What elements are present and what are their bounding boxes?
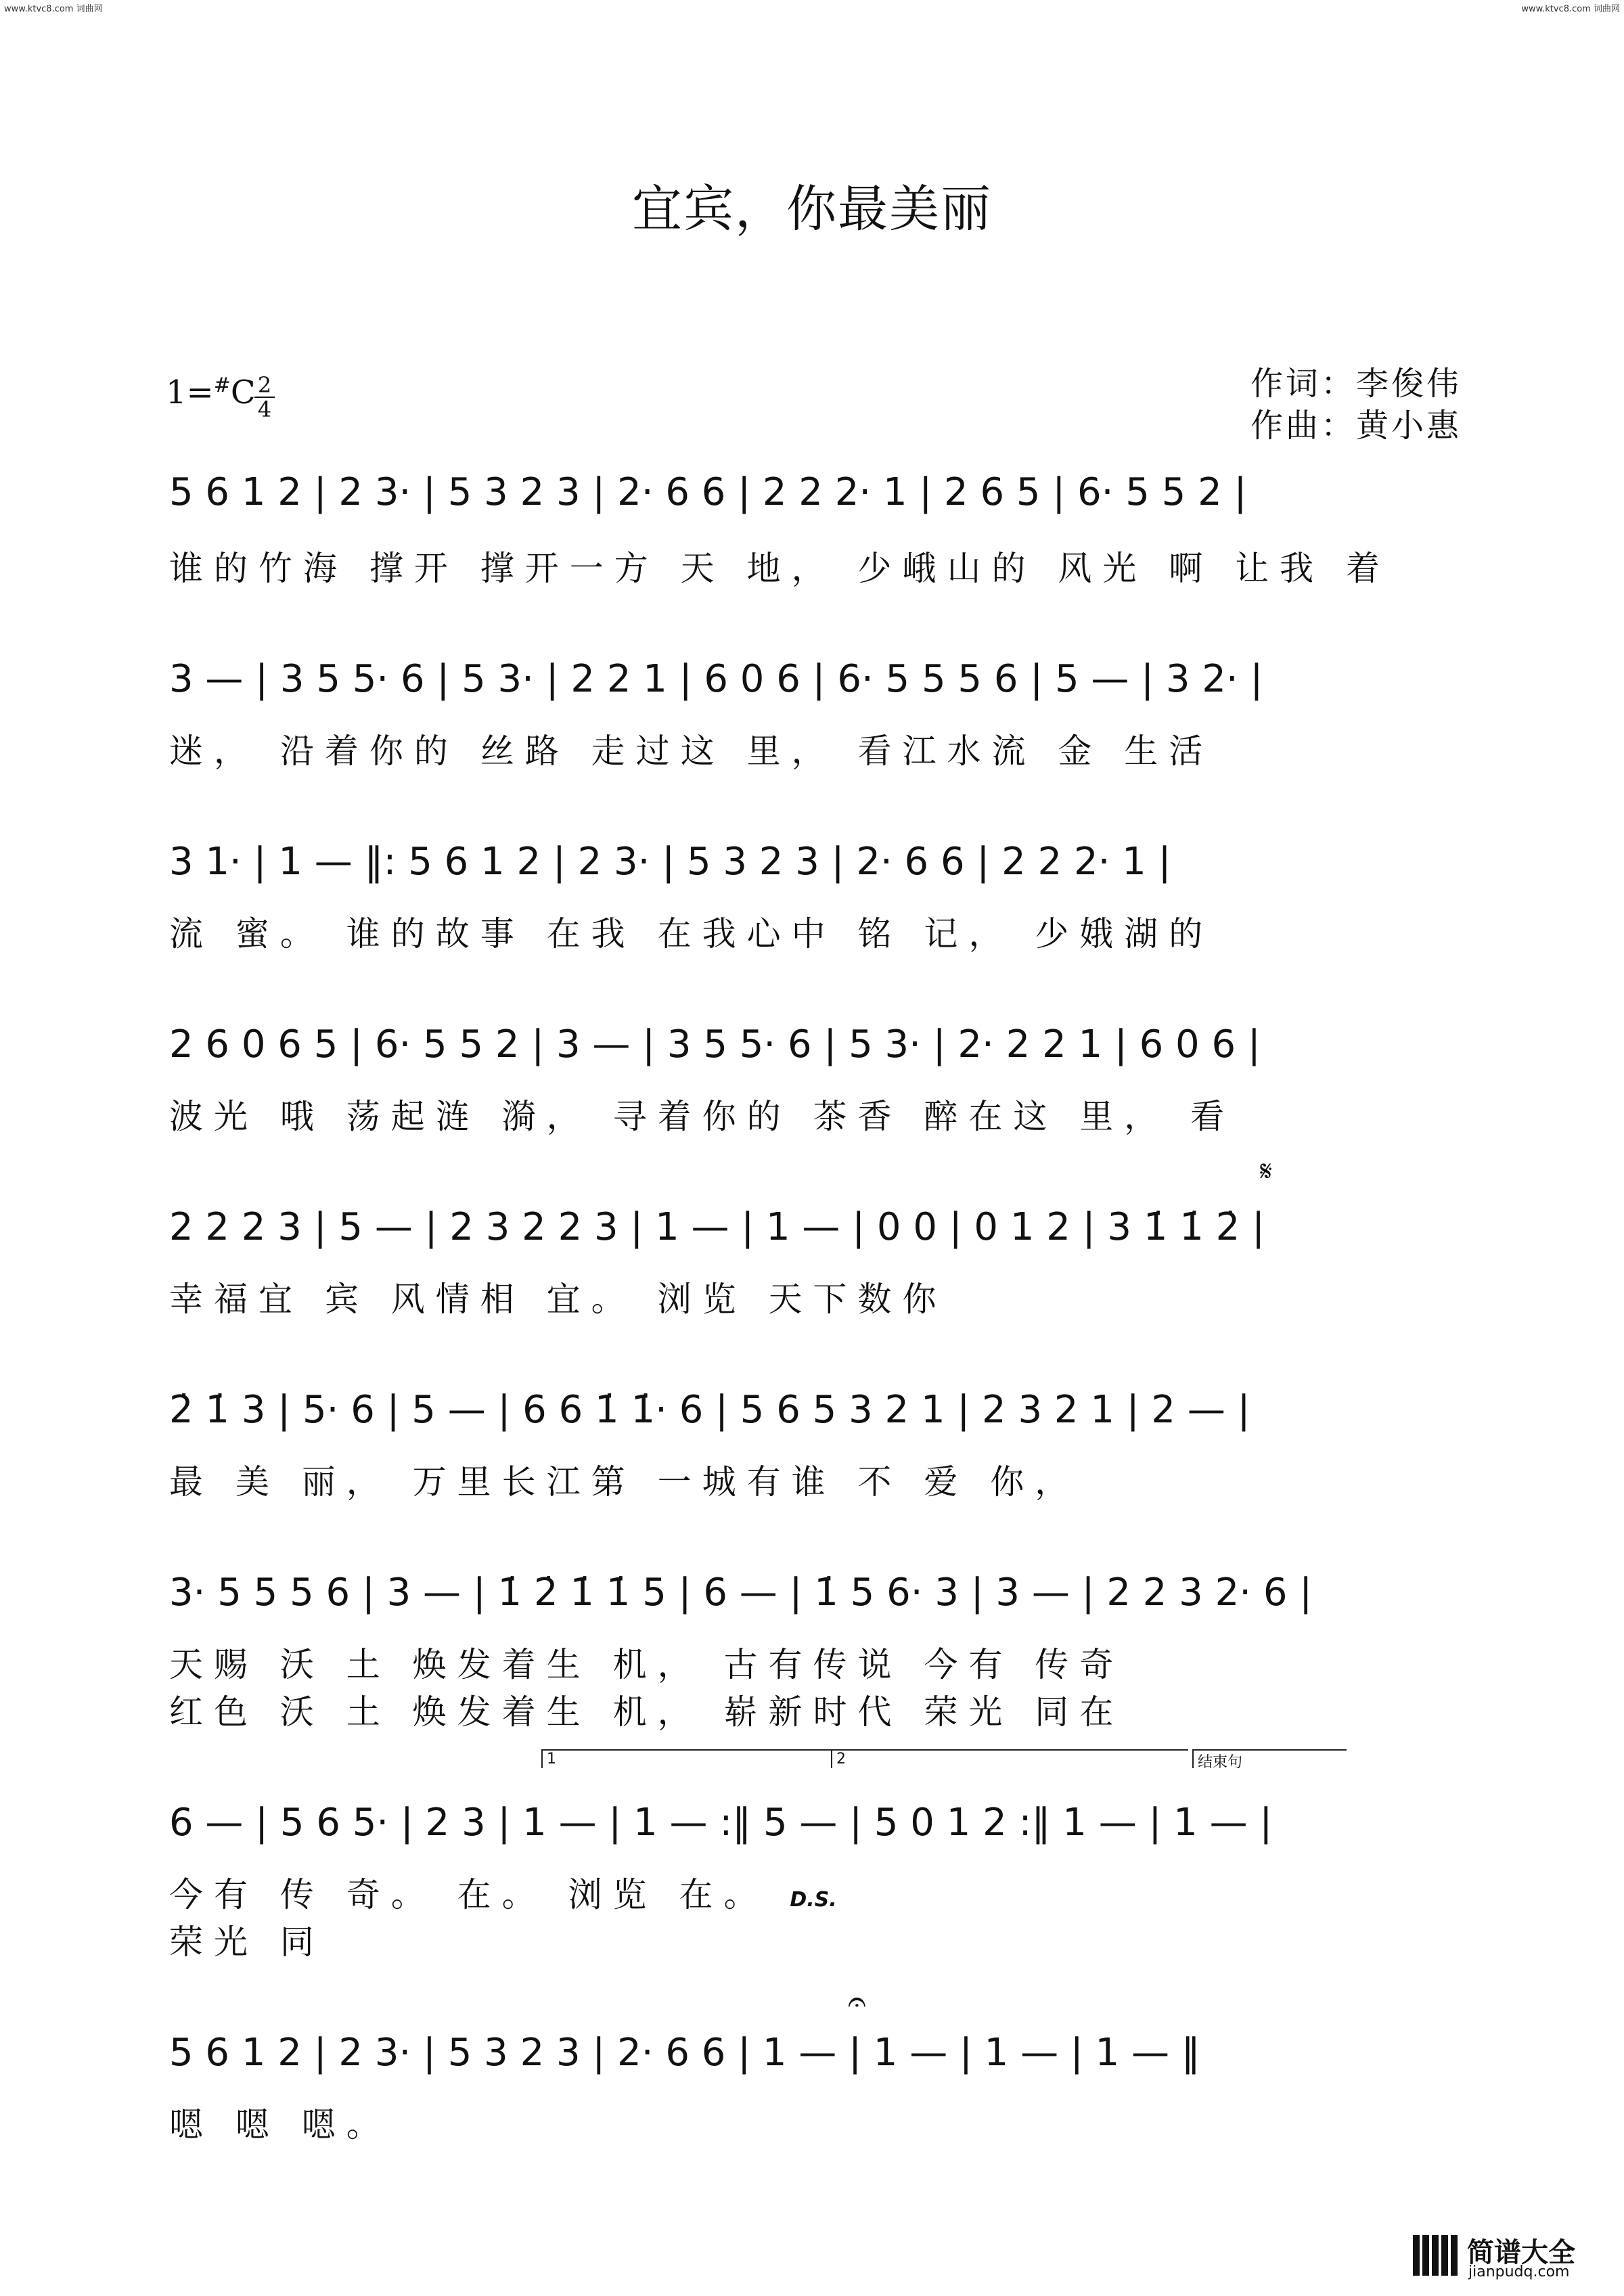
key-sharp: # bbox=[213, 374, 231, 397]
logo-brand: 简谱大全 bbox=[1467, 2237, 1575, 2268]
lyric-line-6: 最 美 丽， 万里长江第 一城有谁 不 爱 你， bbox=[169, 1462, 1080, 1502]
coda-label: 结束句 bbox=[1192, 1749, 1347, 1768]
notation-row-7: 3· 5 5 5 6 | 3 — | 1̇ 2̇ 1̇ 1̇ 5 | 6 — | 1̇ 5 6· 3 | 3 — | 2 2 3 2· 6 | bbox=[169, 1571, 1313, 1615]
logo-url: jianpudq.com bbox=[1468, 2264, 1570, 2280]
segno-sign: 𝄋 bbox=[1260, 1154, 1273, 1188]
piano-keys-icon bbox=[1413, 2235, 1460, 2276]
key-note: C bbox=[230, 374, 256, 411]
lyric-line-3: 流 蜜。 谁的故事 在我 在我心中 铭 记， 少娥湖的 bbox=[169, 914, 1214, 953]
lyric-line-8a bbox=[169, 1868, 1471, 1916]
time-bottom: 4 bbox=[257, 397, 272, 422]
lyricist-credit: 作词：李俊伟 bbox=[1250, 365, 1462, 403]
lyric-line-8b: 荣光 同 bbox=[169, 1922, 325, 1962]
lyric-line-7b: 红色 沃 土 焕发着生 机， 崭新时代 荣光 同在 bbox=[169, 1692, 1125, 1732]
lyric-line-8a-text: 今有 传 奇。 在。 浏览 在。 bbox=[169, 1875, 769, 1914]
header-left: www.ktvc8.com 词曲网 bbox=[4, 4, 103, 14]
song-title: 宜宾，你最美丽 bbox=[632, 180, 992, 238]
lyric-line-1: 谁的竹海 撑开 撑开一方 天 地， 少峨山的 风光 啊 让我 着 bbox=[169, 549, 1391, 588]
notation-row-1: 5 6 1 2 | 2 3· | 5 3 2 3 | 2· 6 6 | 2 2 2· 1 | 2 6 5 | 6· 5 5 2 | bbox=[169, 470, 1247, 514]
time-signature bbox=[253, 374, 276, 421]
fermata-sign: 𝄐 bbox=[848, 1983, 866, 2021]
notation-row-5: 2 2 2 3 | 5 — | 2 3 2 2 3 | 1 — | 1 — | 0 0 | 0 1 2 | 3 1̇ 1̇ 2̇ | bbox=[169, 1205, 1265, 1249]
composer-credit: 作曲：黄小惠 bbox=[1250, 407, 1462, 445]
notation-row-3: 3 1· | 1 — ‖: 5 6 1 2 | 2 3· | 5 3 2 3 | 2· 6 6 | 2 2 2· 1 | bbox=[169, 840, 1171, 884]
lyric-line-5: 幸福宜 宾 风情相 宜。 浏览 天下数你 bbox=[169, 1280, 947, 1319]
key-prefix: 1= bbox=[166, 374, 214, 411]
notation-row-8: 6 — | 5 6 5· | 2 3 | 1 — | 1 — :‖ 5 — | 5 0 1 2 :‖ 1 — | 1 — | bbox=[169, 1801, 1273, 1845]
notation-row-6: 2̇ 1̇ 3 | 5· 6 | 5 — | 6 6 1̇ 1̇· 6 | 5 6 5 3 2 1 | 2 3 2 1 | 2 — | bbox=[169, 1388, 1250, 1432]
header-right: www.ktvc8.com 词曲网 bbox=[1521, 4, 1620, 14]
dal-segno-mark: D.S. bbox=[790, 1888, 837, 1912]
lyric-line-7a: 天赐 沃 土 焕发着生 机， 古有传说 今有 传奇 bbox=[169, 1645, 1125, 1684]
key-signature bbox=[166, 374, 256, 411]
volta-first: 1 bbox=[541, 1749, 831, 1768]
volta-second: 2 bbox=[831, 1749, 1188, 1768]
lyric-line-4: 波光 哦 荡起涟 漪， 寻着你的 茶香 醉在这 里， 看 bbox=[169, 1097, 1236, 1136]
time-top: 2 bbox=[257, 372, 272, 398]
notation-row-4: 2 6 0 6 5 | 6· 5 5 2 | 3 — | 3 5 5· 6 | 5 3· | 2· 2 2 1 | 6 0 6 | bbox=[169, 1022, 1261, 1066]
notation-row-2: 3 — | 3 5 5· 6 | 5 3· | 2 2 1 | 6 0 6 | 6· 5 5 5 6 | 5 — | 3 2· | bbox=[169, 657, 1263, 701]
lyric-line-2: 迷， 沿着你的 丝路 走过这 里， 看江水流 金 生活 bbox=[169, 731, 1214, 771]
notation-row-9: 5 6 1 2 | 2 3· | 5 3 2 3 | 2· 6 6 | 1 — | 1 — | 1 — | 1 — ‖ bbox=[169, 2031, 1200, 2075]
lyric-line-9: 嗯 嗯 嗯。 bbox=[169, 2105, 391, 2144]
site-logo bbox=[1413, 2230, 1589, 2284]
